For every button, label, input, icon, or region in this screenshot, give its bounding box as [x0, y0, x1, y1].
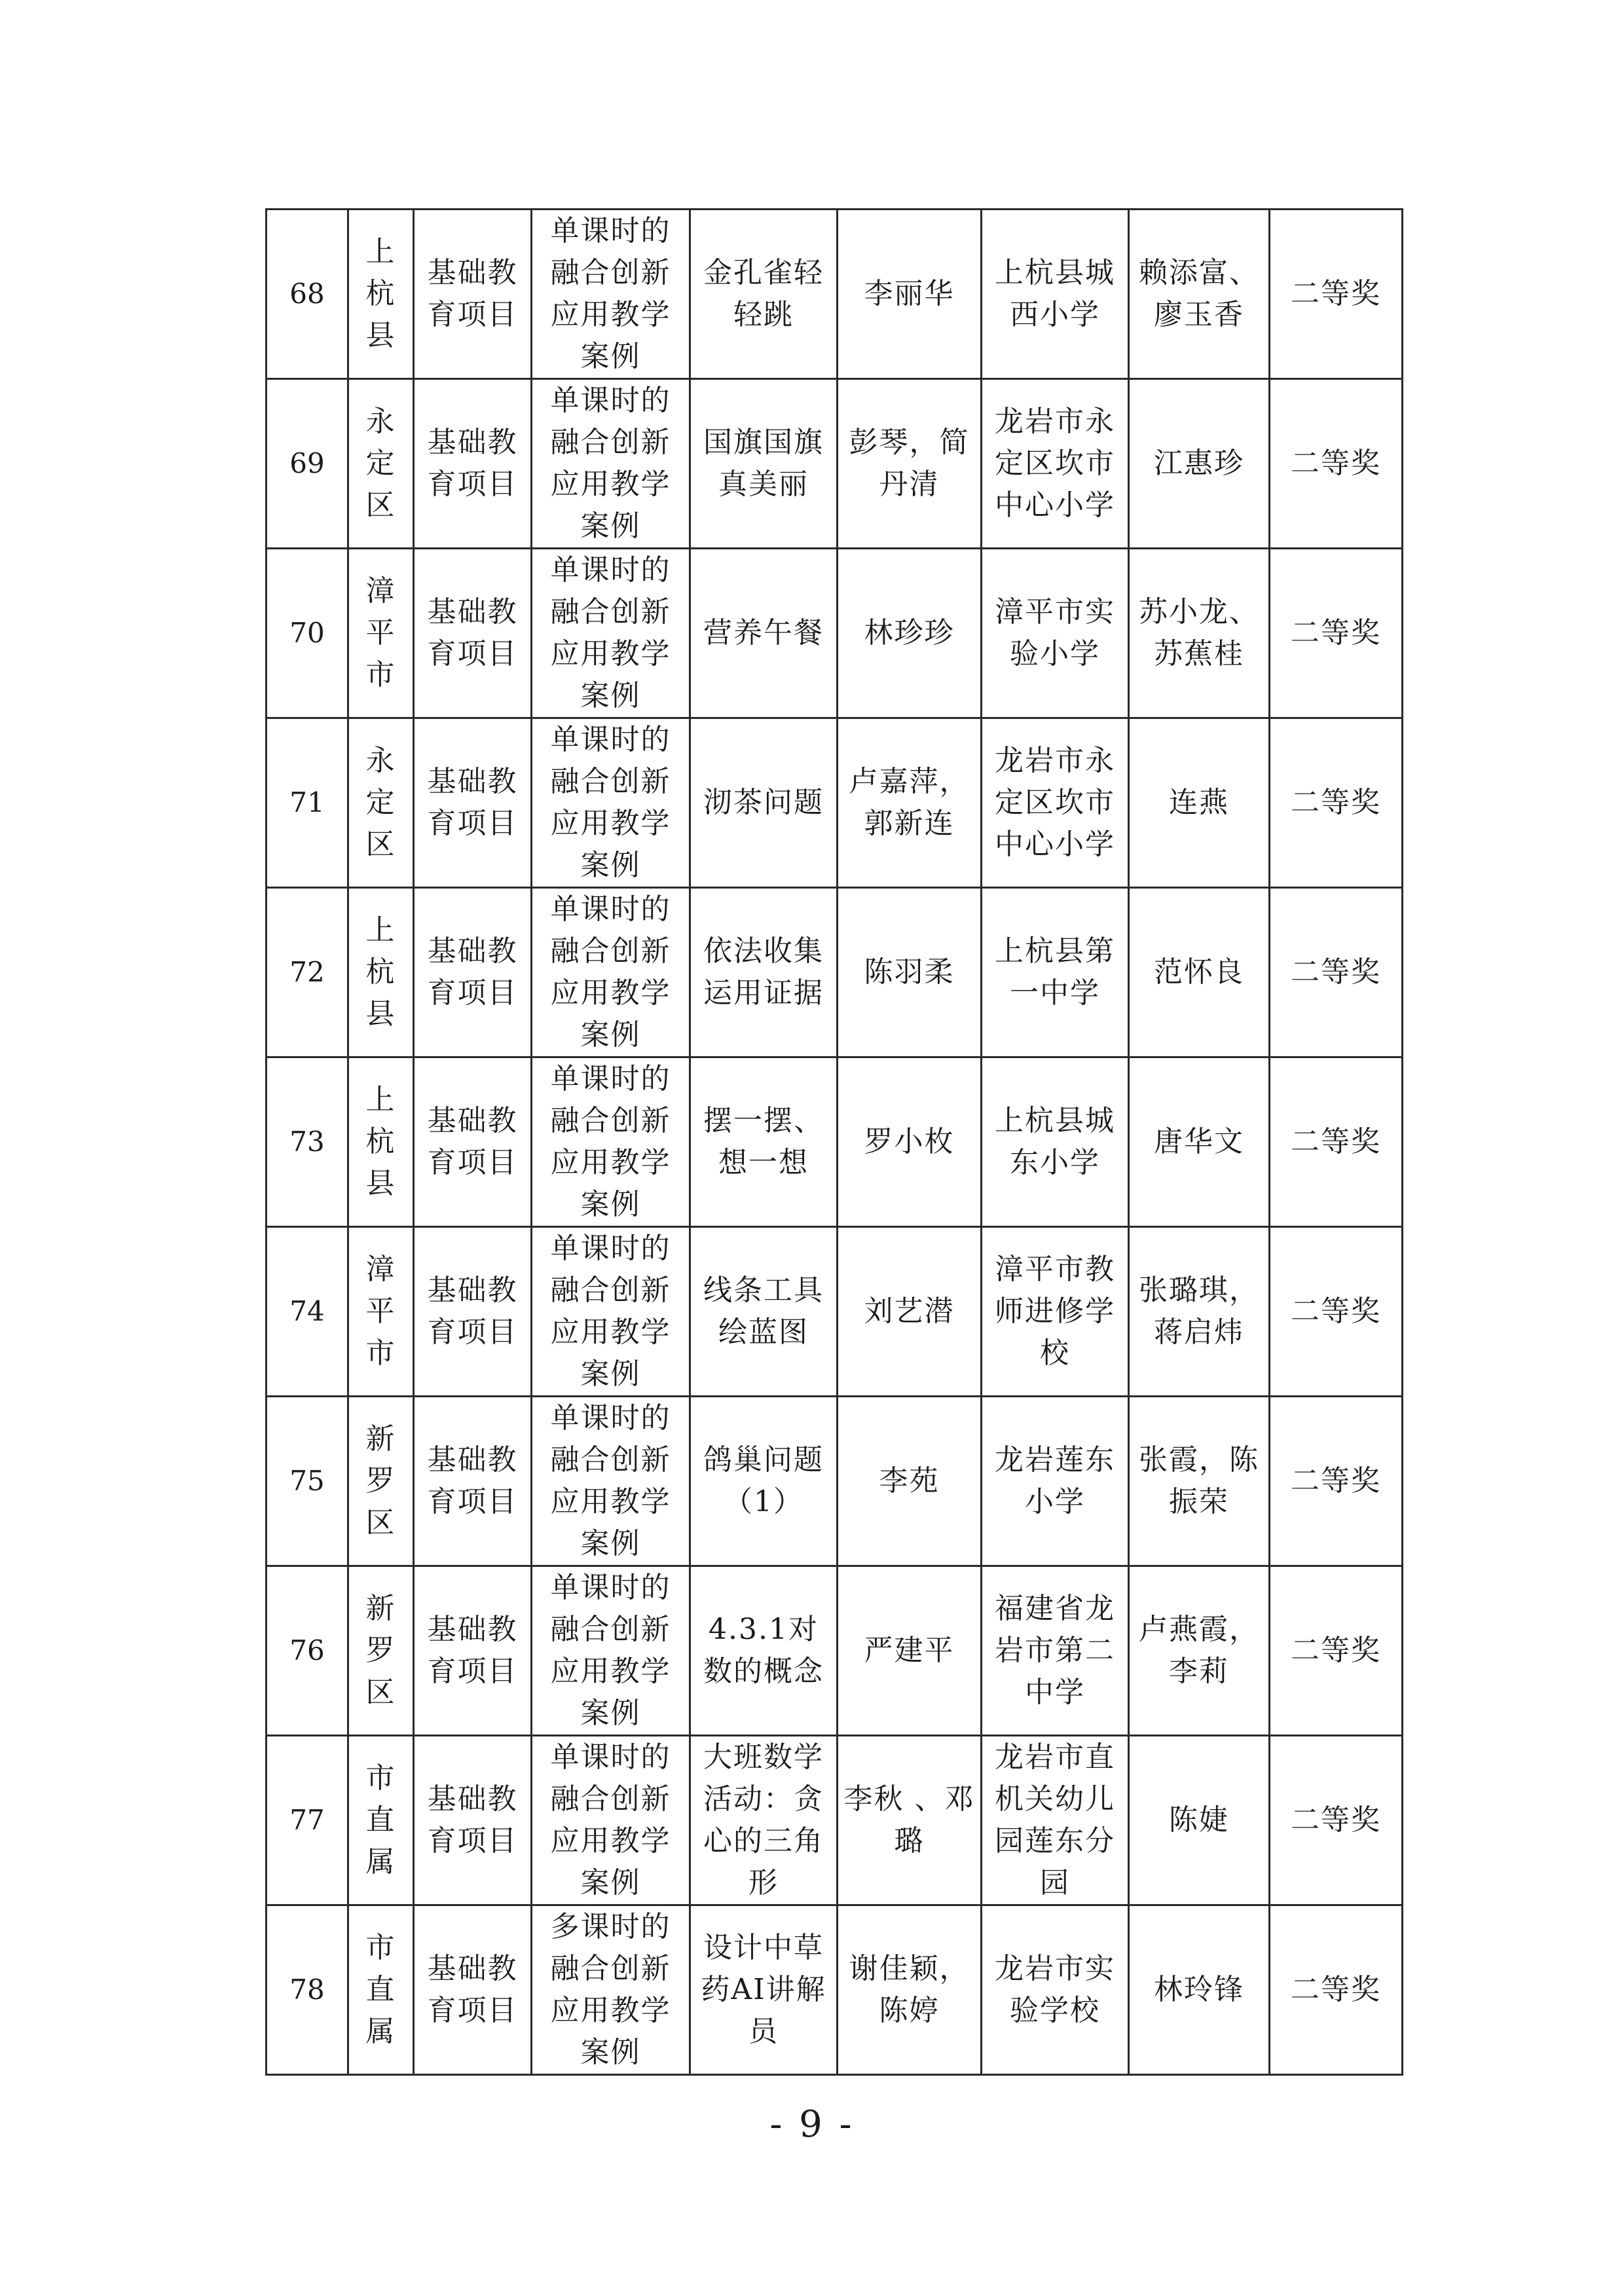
cell-type: 单课时的融合创新应用教学案例 — [532, 718, 690, 888]
cell-region: 市直属 — [348, 1905, 414, 2075]
table-row — [267, 210, 1403, 379]
cell-category: 基础教育项目 — [414, 549, 532, 718]
cell-title: 大班数学活动：贪心的三角形 — [690, 1736, 838, 1905]
cell-school: 龙岩市实验学校 — [982, 1905, 1129, 2075]
cell-title: 4.3.1对数的概念 — [690, 1566, 838, 1736]
cell-type: 单课时的融合创新应用教学案例 — [532, 1736, 690, 1905]
cell-title: 依法收集运用证据 — [690, 888, 838, 1057]
cell-number: 70 — [267, 549, 348, 718]
cell-category: 基础教育项目 — [414, 1227, 532, 1397]
cell-category: 基础教育项目 — [414, 1397, 532, 1566]
table-row — [267, 888, 1403, 1057]
cell-advisor: 赖添富、廖玉香 — [1129, 210, 1270, 379]
cell-advisor: 范怀良 — [1129, 888, 1270, 1057]
table-row — [267, 1227, 1403, 1397]
table-row — [267, 1057, 1403, 1227]
cell-number: 72 — [267, 888, 348, 1057]
cell-advisor: 张璐琪，蒋启炜 — [1129, 1227, 1270, 1397]
cell-type: 单课时的融合创新应用教学案例 — [532, 1397, 690, 1566]
cell-number: 69 — [267, 379, 348, 549]
cell-title: 线条工具绘蓝图 — [690, 1227, 838, 1397]
cell-number: 75 — [267, 1397, 348, 1566]
cell-school: 福建省龙岩市第二中学 — [982, 1566, 1129, 1736]
table-row — [267, 549, 1403, 718]
cell-region: 漳平市 — [348, 549, 414, 718]
page-number: - 9 - — [769, 2103, 855, 2146]
cell-award: 二等奖 — [1270, 1397, 1403, 1566]
award-list-table — [265, 208, 1403, 2076]
cell-category: 基础教育项目 — [414, 1905, 532, 2075]
cell-school: 漳平市实验小学 — [982, 549, 1129, 718]
cell-advisor: 江惠珍 — [1129, 379, 1270, 549]
cell-region: 市直属 — [348, 1736, 414, 1905]
cell-authors: 卢嘉萍，郭新连 — [838, 718, 982, 888]
cell-authors: 彭琴，简丹清 — [838, 379, 982, 549]
cell-region: 新罗区 — [348, 1566, 414, 1736]
cell-number: 77 — [267, 1736, 348, 1905]
cell-title: 鸽巢问题（1） — [690, 1397, 838, 1566]
cell-school: 上杭县第一中学 — [982, 888, 1129, 1057]
cell-region: 上杭县 — [348, 1057, 414, 1227]
cell-award: 二等奖 — [1270, 888, 1403, 1057]
cell-award: 二等奖 — [1270, 210, 1403, 379]
cell-region: 上杭县 — [348, 888, 414, 1057]
cell-region: 永定区 — [348, 379, 414, 549]
cell-number: 76 — [267, 1566, 348, 1736]
cell-award: 二等奖 — [1270, 1566, 1403, 1736]
cell-category: 基础教育项目 — [414, 210, 532, 379]
cell-award: 二等奖 — [1270, 1736, 1403, 1905]
cell-category: 基础教育项目 — [414, 888, 532, 1057]
cell-award: 二等奖 — [1270, 1227, 1403, 1397]
cell-authors: 李秋 、邓璐 — [838, 1736, 982, 1905]
table-row — [267, 1736, 1403, 1905]
cell-advisor: 连燕 — [1129, 718, 1270, 888]
cell-award: 二等奖 — [1270, 379, 1403, 549]
cell-number: 73 — [267, 1057, 348, 1227]
cell-advisor: 苏小龙、苏蕉桂 — [1129, 549, 1270, 718]
cell-school: 龙岩市永定区坎市中心小学 — [982, 379, 1129, 549]
cell-award: 二等奖 — [1270, 718, 1403, 888]
cell-advisor: 唐华文 — [1129, 1057, 1270, 1227]
cell-number: 68 — [267, 210, 348, 379]
cell-authors: 罗小枚 — [838, 1057, 982, 1227]
cell-authors: 严建平 — [838, 1566, 982, 1736]
cell-category: 基础教育项目 — [414, 718, 532, 888]
cell-advisor: 张霞，陈振荣 — [1129, 1397, 1270, 1566]
cell-school: 龙岩市永定区坎市中心小学 — [982, 718, 1129, 888]
cell-school: 上杭县城西小学 — [982, 210, 1129, 379]
table-row — [267, 1566, 1403, 1736]
cell-title: 沏茶问题 — [690, 718, 838, 888]
cell-type: 单课时的融合创新应用教学案例 — [532, 1057, 690, 1227]
cell-advisor: 陈婕 — [1129, 1736, 1270, 1905]
cell-school: 漳平市教师进修学校 — [982, 1227, 1129, 1397]
cell-school: 上杭县城东小学 — [982, 1057, 1129, 1227]
cell-category: 基础教育项目 — [414, 1057, 532, 1227]
cell-type: 单课时的融合创新应用教学案例 — [532, 210, 690, 379]
cell-category: 基础教育项目 — [414, 1736, 532, 1905]
cell-title: 设计中草药AI讲解员 — [690, 1905, 838, 2075]
award-table-body — [267, 210, 1403, 2075]
cell-award: 二等奖 — [1270, 1057, 1403, 1227]
cell-title: 营养午餐 — [690, 549, 838, 718]
cell-type: 单课时的融合创新应用教学案例 — [532, 1227, 690, 1397]
table-row — [267, 1397, 1403, 1566]
cell-number: 71 — [267, 718, 348, 888]
cell-authors: 陈羽柔 — [838, 888, 982, 1057]
cell-type: 单课时的融合创新应用教学案例 — [532, 379, 690, 549]
cell-region: 上杭县 — [348, 210, 414, 379]
cell-title: 摆一摆、想一想 — [690, 1057, 838, 1227]
cell-type: 单课时的融合创新应用教学案例 — [532, 1566, 690, 1736]
cell-region: 漳平市 — [348, 1227, 414, 1397]
table-row — [267, 1905, 1403, 2075]
cell-school: 龙岩市直机关幼儿园莲东分园 — [982, 1736, 1129, 1905]
cell-authors: 刘艺潜 — [838, 1227, 982, 1397]
cell-region: 永定区 — [348, 718, 414, 888]
cell-award: 二等奖 — [1270, 549, 1403, 718]
cell-authors: 谢佳颖，陈婷 — [838, 1905, 982, 2075]
cell-number: 74 — [267, 1227, 348, 1397]
cell-title: 国旗国旗真美丽 — [690, 379, 838, 549]
cell-authors: 李苑 — [838, 1397, 982, 1566]
cell-type: 多课时的融合创新应用教学案例 — [532, 1905, 690, 2075]
cell-advisor: 卢燕霞，李莉 — [1129, 1566, 1270, 1736]
cell-authors: 林珍珍 — [838, 549, 982, 718]
cell-school: 龙岩莲东小学 — [982, 1397, 1129, 1566]
cell-number: 78 — [267, 1905, 348, 2075]
table-row — [267, 718, 1403, 888]
cell-advisor: 林玲锋 — [1129, 1905, 1270, 2075]
cell-region: 新罗区 — [348, 1397, 414, 1566]
cell-category: 基础教育项目 — [414, 1566, 532, 1736]
cell-award: 二等奖 — [1270, 1905, 1403, 2075]
cell-category: 基础教育项目 — [414, 379, 532, 549]
table-row — [267, 379, 1403, 549]
cell-title: 金孔雀轻轻跳 — [690, 210, 838, 379]
cell-type: 单课时的融合创新应用教学案例 — [532, 549, 690, 718]
cell-type: 单课时的融合创新应用教学案例 — [532, 888, 690, 1057]
cell-authors: 李丽华 — [838, 210, 982, 379]
